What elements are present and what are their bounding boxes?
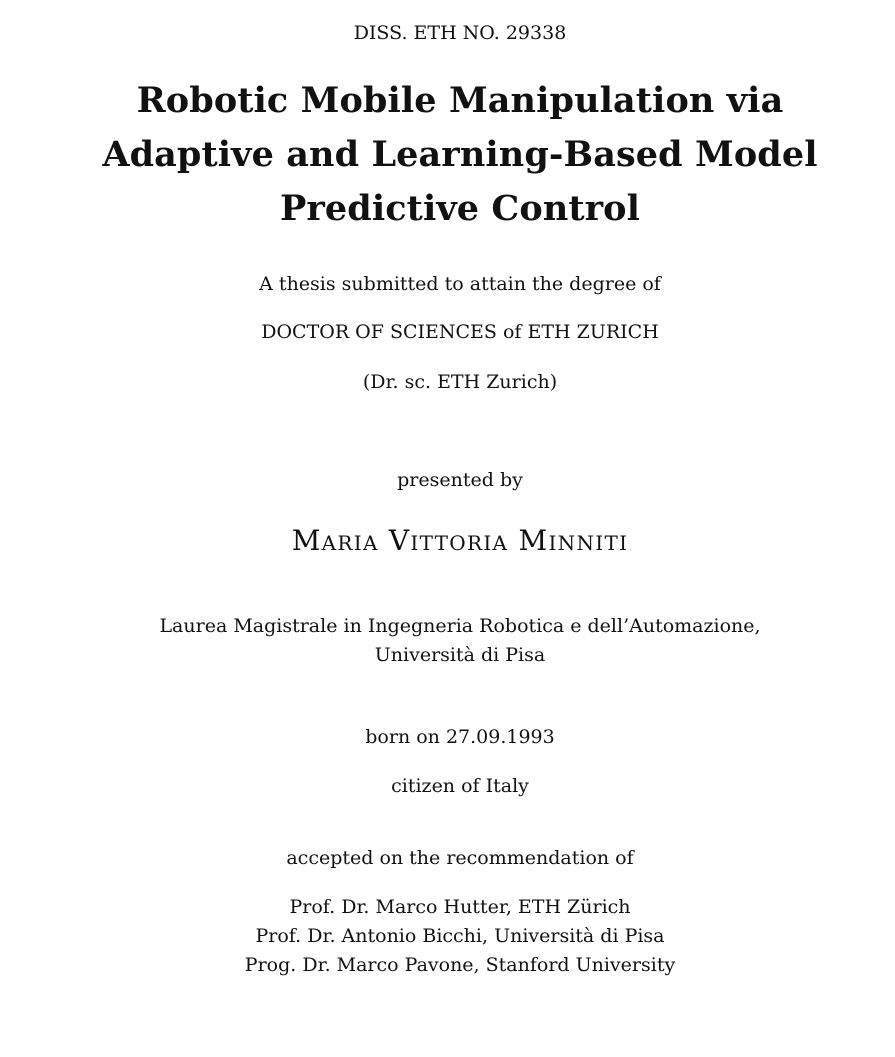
examiner-3: Prog. Dr. Marco Pavone, Stanford University xyxy=(244,954,676,976)
prior-degree-line-1: Laurea Magistrale in Ingegneria Robotica e dell’Automazione, xyxy=(159,615,761,637)
degree-statement-line-2: DOCTOR OF SCIENCES of ETH ZURICH xyxy=(261,321,659,343)
thesis-title-line-1: Robotic Mobile Manipulation via xyxy=(136,80,784,121)
degree-statement-line-1: A thesis submitted to attain the degree of xyxy=(259,273,661,295)
prior-degree-line-2: Università di Pisa xyxy=(374,644,546,666)
degree-statement-line-3: (Dr. sc. ETH Zurich) xyxy=(362,371,558,393)
birth-date: born on 27.09.1993 xyxy=(365,726,555,748)
diss-number: DISS. ETH NO. 29338 xyxy=(353,22,567,44)
examiner-1: Prof. Dr. Marco Hutter, ETH Zürich xyxy=(289,896,631,918)
examiner-2: Prof. Dr. Antonio Bicchi, Università di Pisa xyxy=(255,925,665,947)
thesis-title-line-3: Predictive Control xyxy=(279,188,641,229)
thesis-title-line-2: Adaptive and Learning-Based Model xyxy=(102,134,818,175)
presented-by: presented by xyxy=(397,469,523,491)
citizenship: citizen of Italy xyxy=(391,775,529,797)
accepted-statement: accepted on the recommendation of xyxy=(286,847,634,869)
author-name: Maria Vittoria Minniti xyxy=(291,524,629,557)
